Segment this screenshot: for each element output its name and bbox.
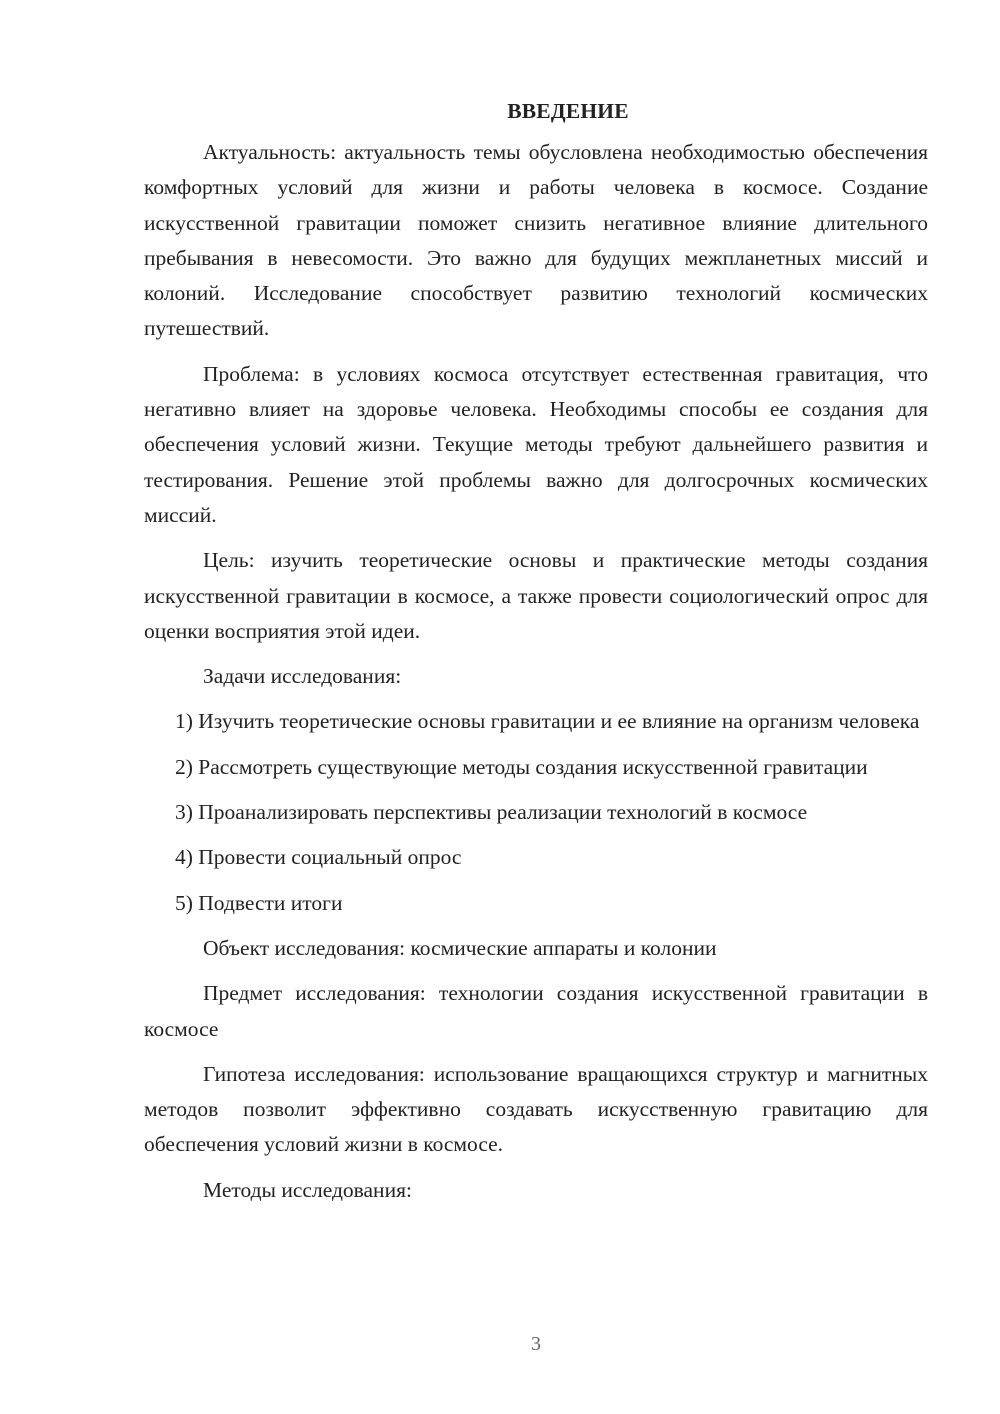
document-page bbox=[144, 96, 928, 1218]
task-item-5: 5) Подвести итоги bbox=[175, 890, 343, 915]
section-heading: ВВЕДЕНИЕ bbox=[507, 99, 629, 123]
task-item-4: 4) Провести социальный опрос bbox=[175, 845, 462, 870]
paragraph-tasks-intro: Задачи исследования: bbox=[203, 664, 402, 689]
paragraph-subject: Предмет исследования: технологии создания искусственной гравитации в космосе bbox=[144, 981, 928, 1041]
paragraph-relevance: Актуальность: актуальность темы обусловлена необходимостью обеспечения комфортных условий для жизни и работы человека в космосе. Создание искусственной гравитации поможет снизить негативное влияние длительного пребывания в невесомости. Это важно для будущих межпланетных миссий и колоний. Исследование способствует развитию технологий космических путешествий. bbox=[144, 140, 928, 341]
page-number: 3 bbox=[531, 1333, 541, 1355]
paragraph-goal: Цель: изучить теоретические основы и практические методы создания искусственной гравитации в космосе, а также провести социологический опрос для оценки восприятия этой идеи. bbox=[144, 548, 928, 643]
paragraph-object: Объект исследования: космические аппараты и колонии bbox=[203, 935, 717, 960]
task-item-1: 1) Изучить теоретические основы гравитации и ее влияние на организм человека bbox=[175, 709, 920, 734]
task-item-3: 3) Проанализировать перспективы реализации технологий в космосе bbox=[175, 800, 808, 825]
paragraph-hypothesis: Гипотеза исследования: использование вращающихся структур и магнитных методов позволит эффективно создавать искусственную гравитацию для обеспечения условий жизни в космосе. bbox=[144, 1061, 928, 1157]
task-item-2: 2) Рассмотреть существующие методы создания искусственной гравитации bbox=[175, 754, 868, 779]
paragraph-problem: Проблема: в условиях космоса отсутствует естественная гравитация, что негативно влияет на здоровье человека. Необходимы способы ее создания для обеспечения условий жизни. Текущие методы требуют дальнейшего развития и тестирования. Решение этой проблемы важно для долгосрочных космических миссий. bbox=[144, 361, 928, 527]
paragraph-methods: Методы исследования: bbox=[203, 1177, 412, 1202]
